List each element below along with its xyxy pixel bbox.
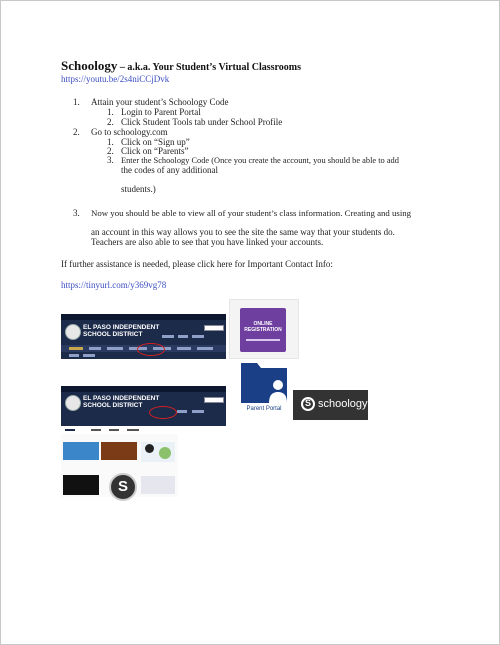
contact-link[interactable]: https://tinyurl.com/y369vg78 bbox=[61, 280, 167, 290]
step-2-3-number: 3. bbox=[107, 155, 114, 165]
step-1-2-text: Click Student Tools tab under School Profile bbox=[121, 117, 283, 127]
step-1-1-number: 1. bbox=[107, 107, 114, 117]
top-nav-bar bbox=[61, 386, 226, 392]
step-1-1-text: Login to Parent Portal bbox=[121, 107, 201, 117]
search-box[interactable] bbox=[204, 325, 224, 331]
step-1-2-number: 2. bbox=[107, 117, 114, 127]
step-2-3-text-cont: the codes of any additional bbox=[121, 165, 218, 175]
submenu-item[interactable] bbox=[69, 354, 79, 357]
step-2-1-text: Click on “Sign up” bbox=[121, 137, 190, 147]
tile-image[interactable] bbox=[101, 442, 137, 460]
registration-underline bbox=[246, 339, 280, 341]
online-registration-line1: ONLINE bbox=[253, 321, 273, 327]
tab[interactable] bbox=[127, 429, 139, 431]
step-1-number: 1. bbox=[73, 97, 80, 107]
tile-image[interactable] bbox=[63, 442, 99, 460]
district-logo-icon bbox=[65, 324, 81, 340]
folder-user-icon bbox=[241, 359, 287, 403]
step-2-number: 2. bbox=[73, 127, 80, 137]
schoology-tile-icon[interactable] bbox=[109, 473, 137, 501]
tab[interactable] bbox=[91, 429, 101, 431]
nav-link[interactable] bbox=[192, 335, 204, 338]
tile-grid bbox=[61, 434, 178, 497]
title-subtitle: – a.k.a. Your Student’s Virtual Classrooms bbox=[117, 62, 301, 73]
district-name-line1: EL PASO INDEPENDENT bbox=[83, 395, 160, 402]
assistance-text: If further assistance is needed, please click here for Important Contact Info: bbox=[61, 259, 333, 269]
highlight-circle bbox=[137, 343, 165, 356]
online-registration-tile[interactable] bbox=[229, 299, 299, 359]
menu-item[interactable] bbox=[69, 347, 83, 350]
step-2-2-text: Click on “Parents” bbox=[121, 146, 189, 156]
district-website-screenshot-2 bbox=[61, 386, 226, 426]
step-3-number: 3. bbox=[73, 208, 80, 218]
step-2-3-text-end: students.) bbox=[121, 184, 156, 194]
step-1-text: Attain your student’s Schoology Code bbox=[91, 97, 229, 107]
menu-item[interactable] bbox=[89, 347, 101, 350]
step-3-text-cont: an account in this way allows you to see the site the same way that your students do. bbox=[91, 227, 395, 237]
schoology-s-icon bbox=[301, 397, 315, 411]
document-title bbox=[61, 60, 301, 73]
step-2-text: Go to schoology.com bbox=[91, 127, 168, 137]
schoology-s-letter: S bbox=[304, 398, 311, 408]
tile-image[interactable] bbox=[141, 442, 175, 462]
step-3-text-end: Teachers are also able to see that you have linked your accounts. bbox=[91, 237, 324, 247]
step-2-1-number: 1. bbox=[107, 137, 114, 147]
parent-portal-label: Parent Portal bbox=[246, 406, 282, 412]
schoology-wordmark: schoology bbox=[318, 398, 368, 410]
district-name-line2: SCHOOL DISTRICT bbox=[83, 402, 143, 409]
step-3-text: Now you should be able to view all of your student’s class information. Creating and using bbox=[91, 208, 412, 218]
video-link[interactable]: https://youtu.be/2s4niCCjDvk bbox=[61, 74, 170, 84]
highlight-circle bbox=[149, 406, 177, 419]
cartoon-icon bbox=[159, 447, 171, 459]
tile-image[interactable] bbox=[141, 476, 175, 494]
online-registration-icon bbox=[240, 308, 286, 352]
online-registration-label bbox=[244, 321, 282, 333]
menu-item[interactable] bbox=[177, 347, 191, 350]
district-name bbox=[83, 324, 159, 338]
nav-link[interactable] bbox=[192, 410, 204, 413]
nav-link[interactable] bbox=[162, 335, 174, 338]
submenu-item[interactable] bbox=[83, 354, 95, 357]
schoology-letter: S bbox=[117, 478, 128, 495]
district-name-line1: EL PASO INDEPENDENT bbox=[83, 324, 160, 331]
district-name-line2: SCHOOL DISTRICT bbox=[83, 331, 143, 338]
step-2-2-number: 2. bbox=[107, 146, 114, 156]
online-registration-line2: REGISTRATION bbox=[244, 327, 282, 333]
menu-item[interactable] bbox=[107, 347, 123, 350]
top-nav-bar bbox=[61, 314, 226, 320]
district-name bbox=[83, 395, 159, 409]
district-logo-icon bbox=[65, 395, 81, 411]
tab[interactable] bbox=[109, 429, 119, 431]
nav-link[interactable] bbox=[178, 335, 188, 338]
step-2-3-text: Enter the Schoology Code (Once you create the account, you should be able to add bbox=[121, 156, 399, 165]
district-website-screenshot bbox=[61, 314, 226, 359]
cartoon-icon bbox=[145, 444, 154, 453]
parent-portal-tile[interactable] bbox=[237, 359, 291, 418]
schoology-logo[interactable] bbox=[293, 390, 368, 420]
search-box[interactable] bbox=[204, 397, 224, 403]
nav-link[interactable] bbox=[177, 410, 187, 413]
title-main: Schoology bbox=[61, 58, 118, 73]
menu-item[interactable] bbox=[197, 347, 213, 350]
tile-image[interactable] bbox=[63, 475, 99, 495]
tab[interactable] bbox=[65, 429, 75, 431]
